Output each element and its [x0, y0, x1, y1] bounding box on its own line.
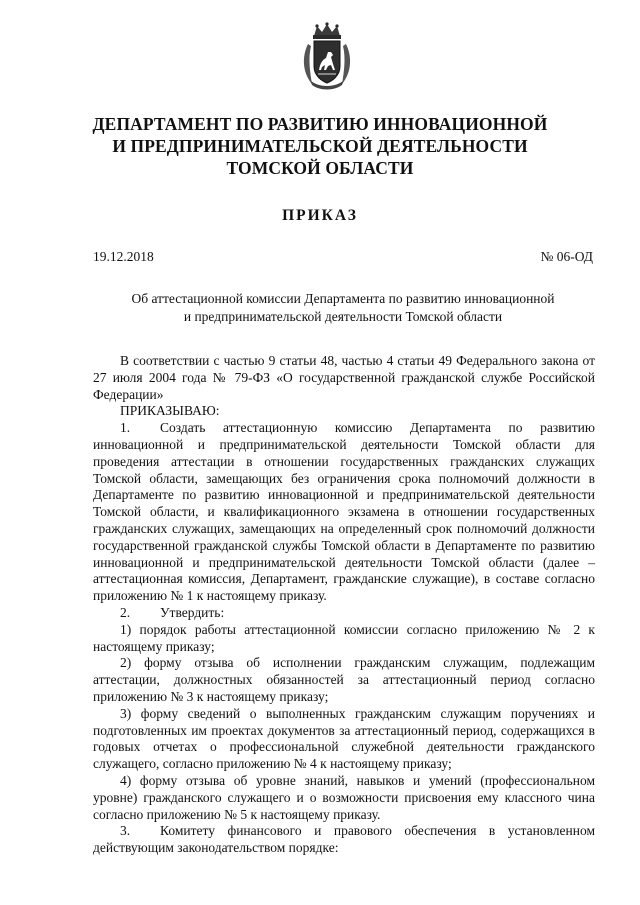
- subject-line: Об аттестационной комиссии Департамента по развитию инновационной: [131, 291, 555, 306]
- item-number: 2.: [120, 604, 131, 620]
- department-title-line: И ПРЕДПРИНИМАТЕЛЬСКОЙ ДЕЯТЕЛЬНОСТИ: [112, 136, 528, 156]
- item-3-paragraph: [93, 823, 595, 857]
- item-number: 3.: [120, 823, 131, 839]
- department-title-line: ДЕПАРТАМЕНТ ПО РАЗВИТИЮ ИННОВАЦИОННОЙ: [92, 114, 548, 134]
- order-date: 19.12.2018: [93, 249, 154, 264]
- item-text: Утвердить:: [160, 604, 225, 620]
- subitem-3-paragraph: 3) форму сведений о выполненных гражданским служащим поручениях и подготовленных им проектах документов за аттестационный период, содержащихся в годовых отчетах о профессиональной служебной деятельности гражданского служащего, согласно приложению № 4 к настоящему приказу;: [93, 705, 595, 772]
- preamble-paragraph: В соответствии с частью 9 статьи 48, частью 4 статьи 49 Федерального закона от 27 июля 2004 года № 79-ФЗ «О государственной гражданской службе Российской Федерации»: [93, 353, 595, 402]
- item-2-paragraph: [93, 605, 595, 622]
- tomsk-region-coat-of-arms-icon: [300, 22, 354, 92]
- item-number: 1.: [120, 420, 131, 436]
- item-text: Комитету финансового и правового обеспечения в установленном действующим законодательством порядке:: [93, 823, 595, 856]
- order-command: ПРИКАЗЫВАЮ:: [120, 403, 220, 419]
- document-type-heading: ПРИКАЗ: [282, 207, 358, 224]
- order-body: [93, 353, 595, 857]
- item-text: Создать аттестационную комиссию Департамента по развитию инновационной и предпринимательской деятельности Томской области для проведения аттестации в отношении государственных гражданских служащих Томской области, замещающих без ограничения срока полномочий должности в Департаменте по развитию инновационной и предпринимательской деятельности Томской области, и квалификационного экзамена в отношении государственных гражданских служащих, замещающих на определенный срок полномочий должности государственной гражданской службы Томской области в Департаменте по развитию инновационной и предпринимательской деятельности Томской области (далее – аттестационная комиссия, Департамент, гражданские служащие), в составе согласно приложению № 1 к настоящему приказу.: [93, 420, 595, 604]
- subitem-2-paragraph: 2) форму отзыва об исполнении гражданским служащим, подлежащим аттестации, должностных обязанностей за аттестационный период согласно приложению № 3 к настоящему приказу;: [93, 655, 595, 704]
- order-number: № 06-ОД: [540, 249, 593, 264]
- order-subject: [93, 290, 593, 325]
- department-title: [60, 113, 580, 179]
- subitem-1-paragraph: 1) порядок работы аттестационной комиссии согласно приложению № 2 к настоящему приказу;: [93, 621, 595, 654]
- subject-line: и предпринимательской деятельности Томской области: [183, 308, 503, 324]
- subitem-4-paragraph: 4) форму отзыва об уровне знаний, навыков и умений (профессиональном уровне) гражданского служащего и о возможности присвоения ему классного чина согласно приложению № 5 к настоящему приказу.: [93, 772, 595, 822]
- department-title-line: ТОМСКОЙ ОБЛАСТИ: [226, 158, 414, 178]
- item-1-paragraph: [93, 420, 595, 605]
